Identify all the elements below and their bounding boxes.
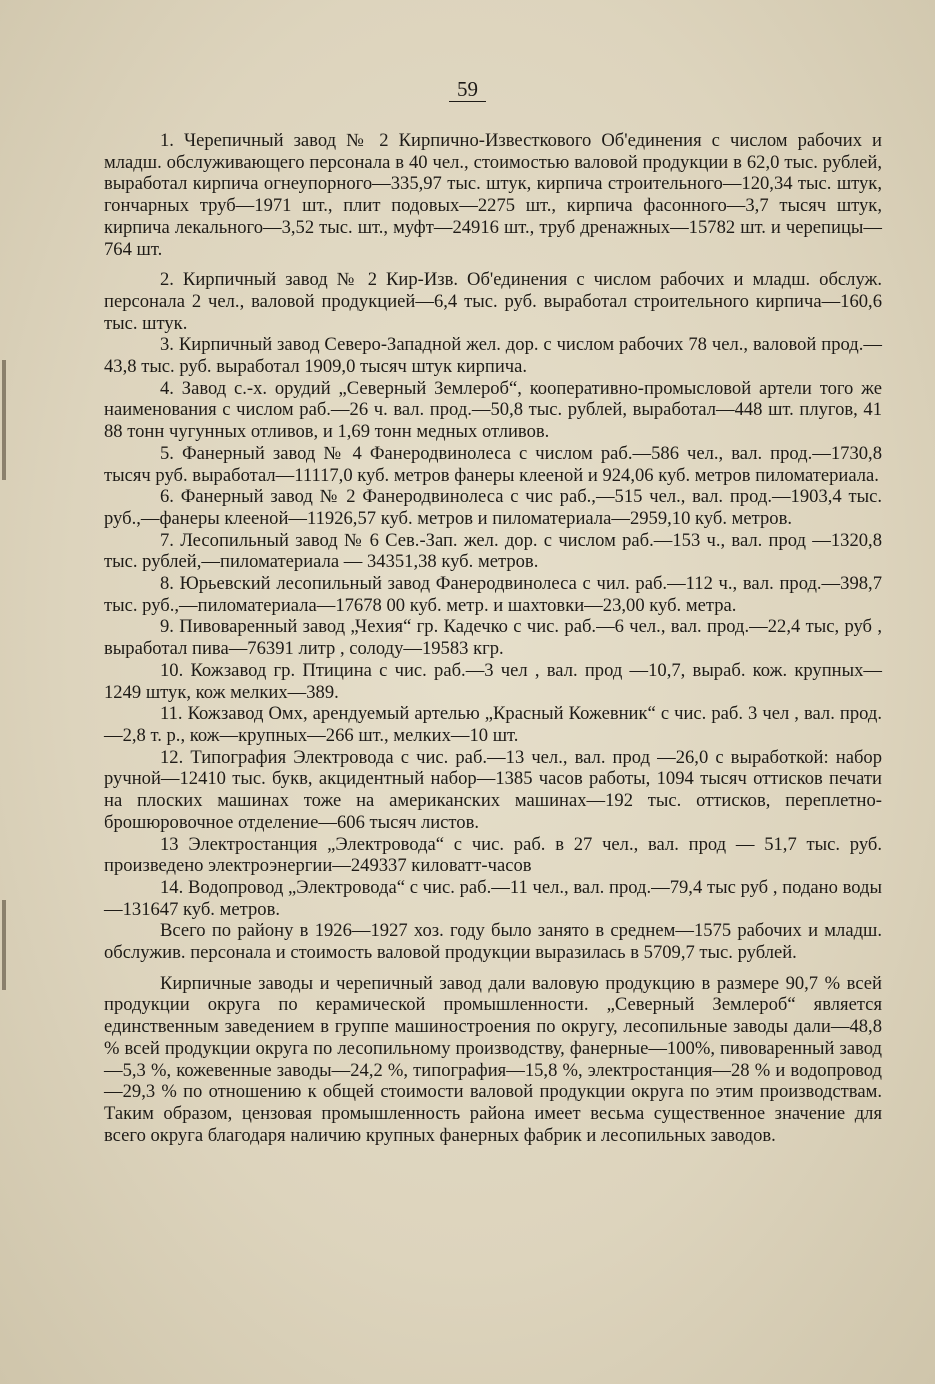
- paragraph-item-12: 12. Типография Электровода с чис. раб.—13 чел., вал. прод —26,0 с выработкой: набор ручной—12410 тыс. букв, акцидентный набор—1385 часов работы, 1094 тысяч оттисков печати на плоских машинах тоже на американских машинах—192 тыс. оттисков, переплетно-брошюровочное отделение—606 тысяч листов.: [104, 746, 882, 833]
- paragraph-item-13: 13 Электростанция „Электровода“ с чис. раб. в 27 чел., вал. прод — 51,7 тыс. руб. произведено электроэнергии—249337 киловатт-часов: [104, 833, 882, 877]
- conclusion-paragraph: Кирпичные заводы и черепичный завод дали валовую продукцию в размере 90,7 % всей продукции округа по керамической промышленности. „Северный Землероб“ является единственным заведением в группе машиностроения по округу, лесопильные заводы дали—48,8 % всей продукции округа по лесопильному производству, фанерные—100%, пивоваренный завод—5,3 %, кожевенные заводы—24,2 %, типография—15,8 %, электростанция—28 % и водопровод—29,3 % по отношению к общей стоимости валовой продукции округа по этим производствам. Таким образом, цензовая промышленность района имеет весьма существенное значение для всего округа благодаря наличию крупных фанерных фабрик и лесопильных заводов.: [104, 972, 882, 1146]
- paragraph-item-5: 5. Фанерный завод № 4 Фанеродвинолеса с числом раб.—586 чел., вал. прод.—1730,8 тысяч руб. выработал—11117,0 куб. метров фанеры клееной и 924,06 куб. метров пиломатериала.: [104, 442, 882, 486]
- paragraph-item-14: 14. Водопровод „Электровода“ с чис. раб.—11 чел., вал. прод.—79,4 тыс руб , подано воды—131647 куб. метров.: [104, 876, 882, 920]
- page-edge-shadow: [2, 360, 6, 480]
- paragraph-item-2: 2. Кирпичный завод № 2 Кир-Изв. Об'единения с числом рабочих и младш. обслуж. персонала 2 чел., валовой продукцией—6,4 тыс. руб. выработал строительного кирпича—160,6 тыс. штук.: [104, 269, 882, 334]
- paragraph-item-7: 7. Лесопильный завод № 6 Сев.-Зап. жел. дор. с числом раб.—153 ч., вал. прод —1320,8 тыс. рублей,—пиломатериала — 34351,38 куб. метров.: [104, 529, 882, 573]
- page-edge-shadow: [2, 900, 6, 990]
- page-number-text: 59: [449, 78, 486, 102]
- paragraph-item-8: 8. Юрьевский лесопильный завод Фанеродвинолеса с чил. раб.—112 ч., вал. прод.—398,7 тыс. руб.,—пиломатериала—17678 00 куб. метр. и шахтовки—23,00 куб. метра.: [104, 573, 882, 616]
- paragraph-item-6: 6. Фанерный завод № 2 Фанеродвинолеса с чис раб.,—515 чел., вал. прод.—1903,4 тыс. руб.,—фанеры клееной—11926,57 куб. метров и пиломатериала—2959,10 куб. метров.: [104, 486, 882, 529]
- paragraph-item-9: 9. Пивоваренный завод „Чехия“ гр. Кадечко с чис. раб.—6 чел., вал. прод.—22,4 тыс, руб , выработал пива—76391 литр , солоду—19583 кгр.: [104, 616, 882, 660]
- summary-paragraph: Всего по району в 1926—1927 хоз. году было занято в среднем—1575 рабочих и младш. обслужив. персонала и стоимость валовой продукции выразилась в 5709,7 тыс. рублей.: [104, 920, 882, 964]
- paragraph-item-11: 11. Кожзавод Омх, арендуемый артелью „Красный Кожевник“ с чис. раб. 3 чел , вал. прод.—2,8 т. р., кож—крупных—266 шт., мелких—10 шт.: [104, 703, 882, 746]
- paragraph-item-3: 3. Кирпичный завод Северо-Западной жел. дор. с числом рабочих 78 чел., валовой прод.—43,8 тыс. руб. выработал 1909,0 тысяч штук кирпича.: [104, 334, 882, 378]
- paragraph-item-1: 1. Черепичный завод № 2 Кирпично-Известкового Об'единения с числом рабочих и младш. обслуживающего персонала в 40 чел., стоимостью валовой продукции в 62,0 тыс. рублей, выработал кирпича огнеупорного—335,97 тыс. штук, кирпича строительного—120,34 тыс. штук, гончарных труб—1971 шт., плит подовых—2275 шт., кирпича фасонного—3,7 тысяч штук, кирпича лекального—3,52 тыс. шт., муфт—24916 шт., труб дренажных—15782 шт. и черепицы—764 шт.: [104, 130, 882, 260]
- page-number: [0, 78, 935, 102]
- paragraph-item-4: 4. Завод с.-х. орудий „Северный Землероб“, кооперативно-промысловой артели того же наименования с числом раб.—26 ч. вал. прод.—50,8 тыс. рублей, выработал—448 шт. плугов, 41 88 тонн чугунных отливов, и 1,69 тонн медных отливов.: [104, 377, 882, 443]
- page-body: [104, 130, 882, 1146]
- paragraph-item-10: 10. Кожзавод гр. Птицина с чис. раб.—3 чел , вал. прод —10,7, выраб. кож. крупных—1249 штук, кож мелких—389.: [104, 659, 882, 703]
